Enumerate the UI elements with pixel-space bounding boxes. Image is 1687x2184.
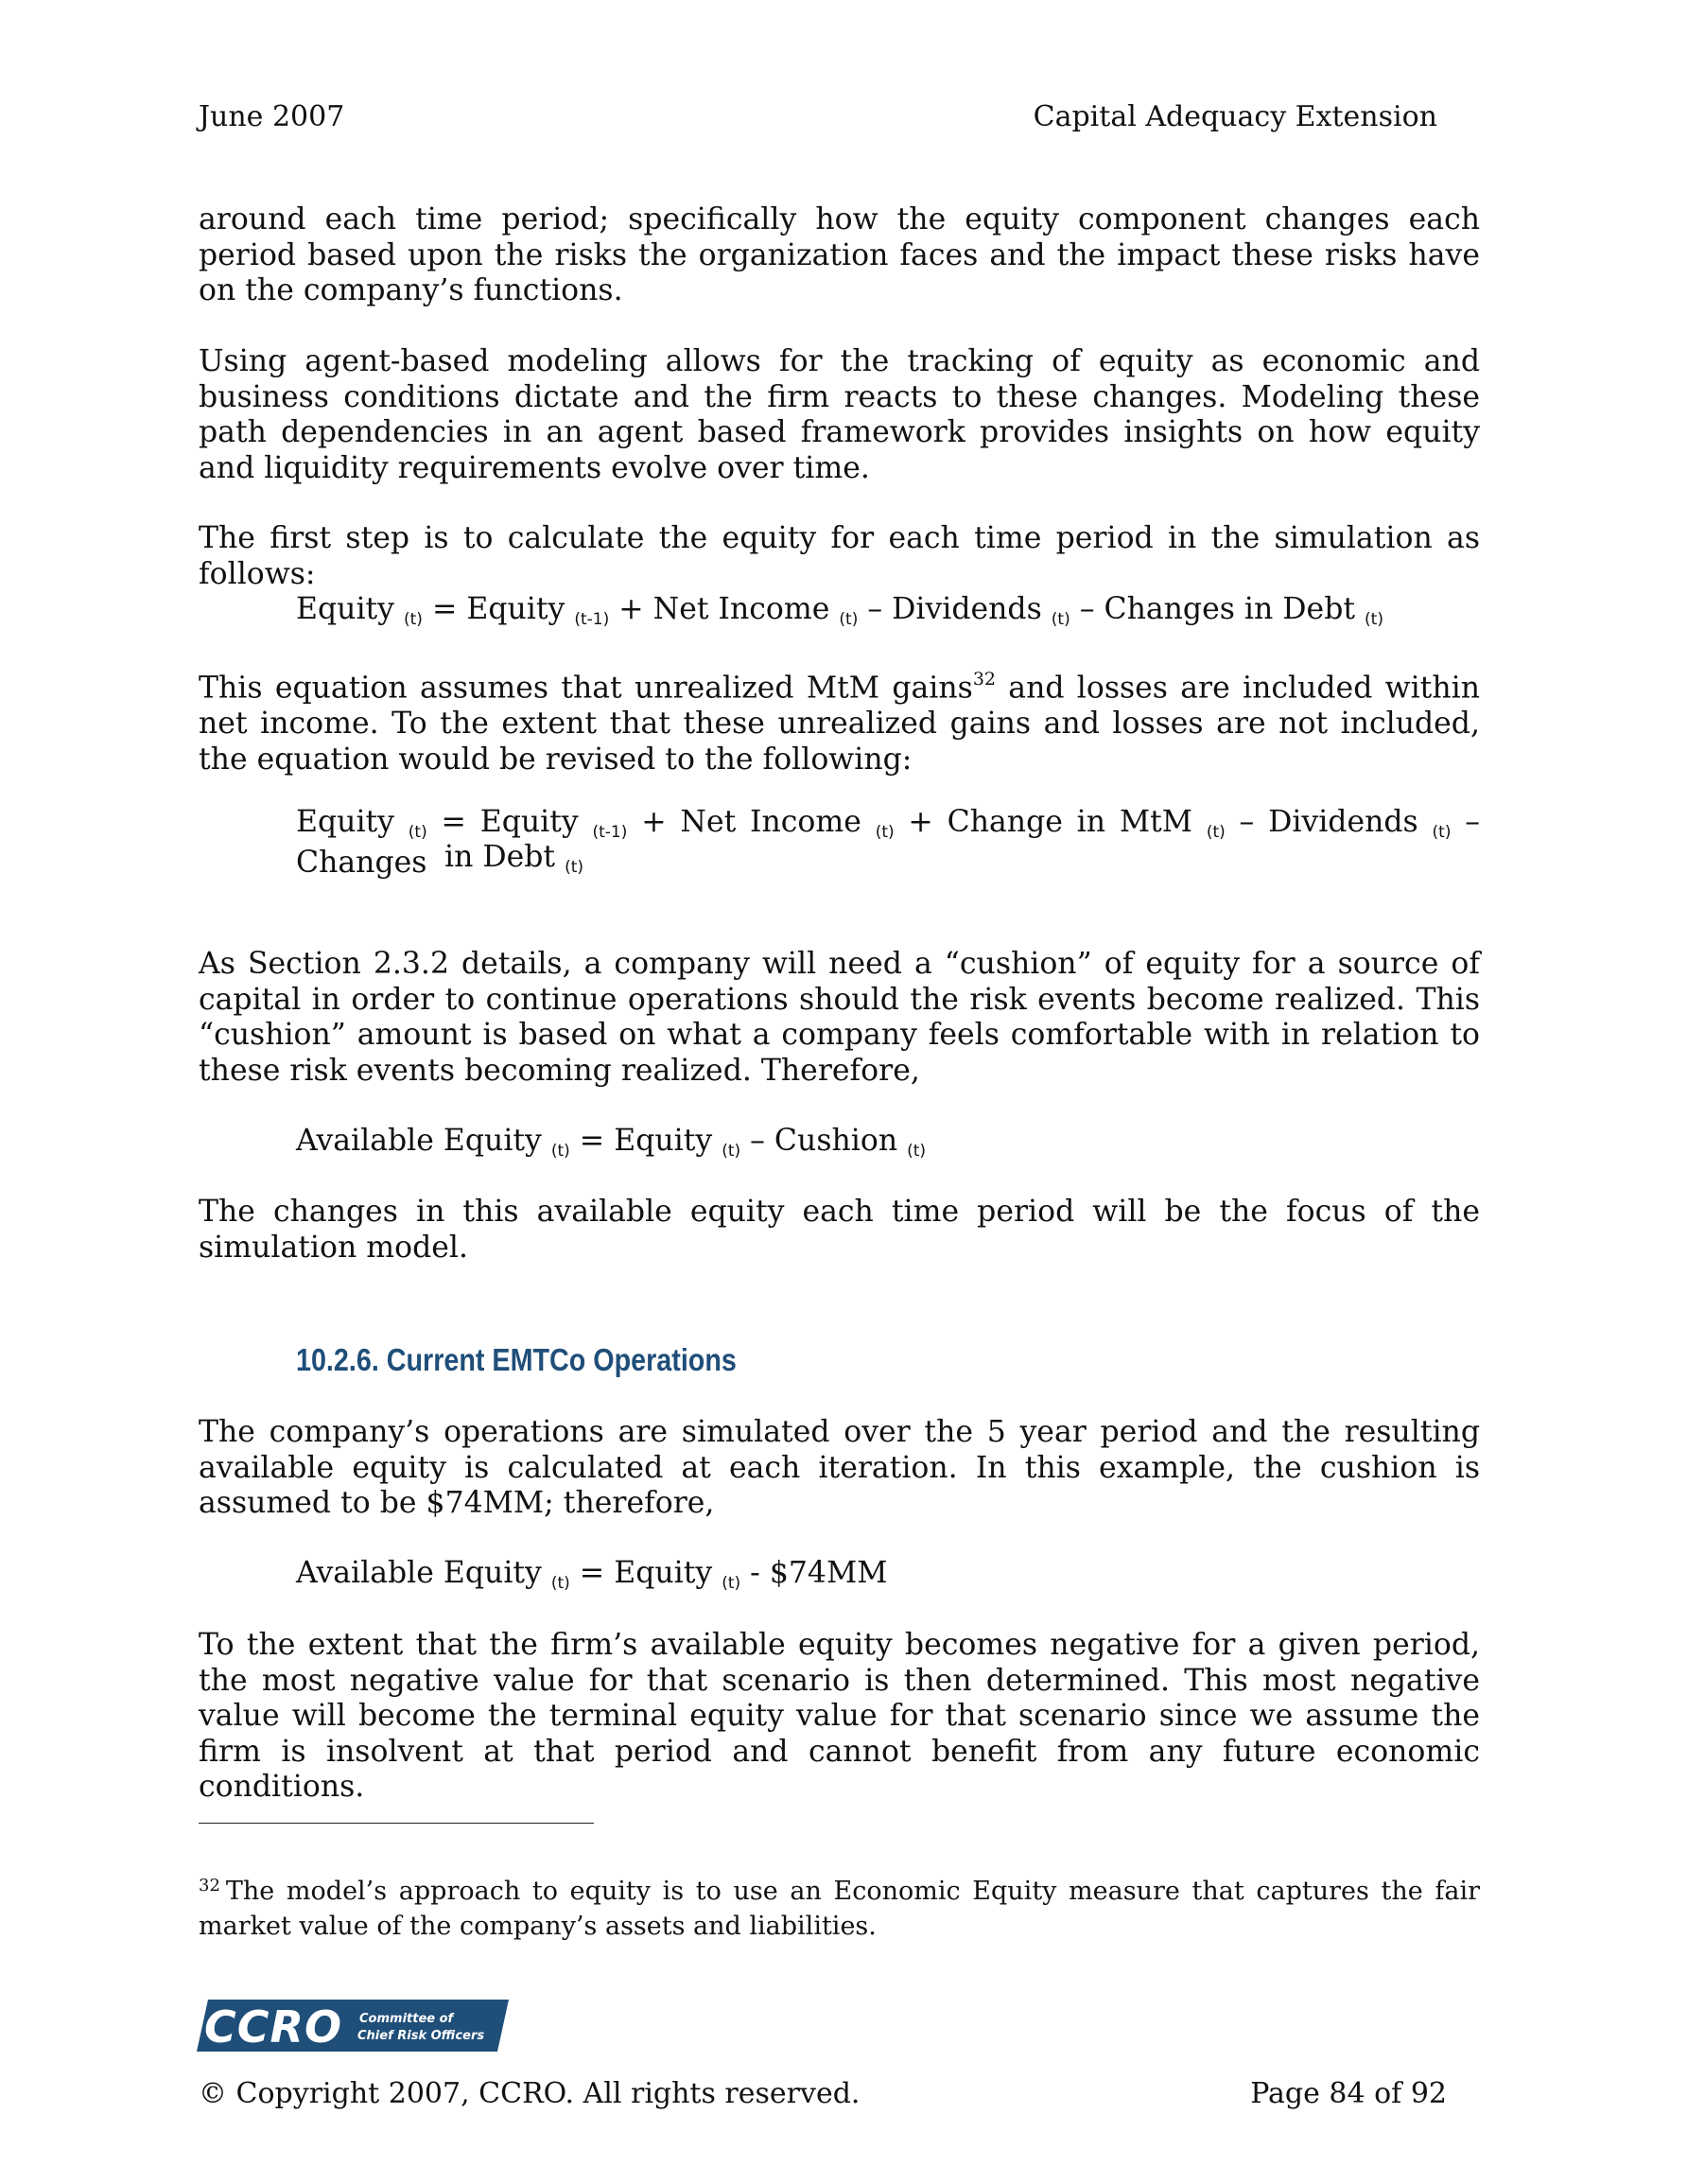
- equation-available-equity-74mm: Available Equity (t) = Equity (t) - $74MM: [296, 1556, 888, 1593]
- paragraph-8: To the extent that the firm’s available equity becomes negative for a given period, the most negative value for that scenario is then determined. This most negative value will become the terminal equity value for that scenario since we assume the firm is insolvent at that period and cannot benefit from any future economic conditions.: [199, 1628, 1480, 1804]
- paragraph-4: This equation assumes that unrealized MtM gains$^{32}$ and losses are included within net income. To the extent that these unrealized gains and losses are not included, the equation would be revised to the following:: [199, 669, 1480, 777]
- svg-text:CCRO: CCRO: [204, 2001, 343, 2052]
- paragraph-5: As Section 2.3.2 details, a company will need a “cushion” of equity for a source of capital in order to continue operations should the risk events become realized. This “cushion” amount is based on what a company feels comfortable with in relation to these risk events becoming realized. Therefore,: [199, 947, 1480, 1088]
- footer-page-number: Page 84 of 92: [1250, 2077, 1447, 2110]
- header-date: June 2007: [199, 100, 345, 133]
- paragraph-3: The first step is to calculate the equity for each time period in the simulation as follows:: [199, 521, 1480, 591]
- header-title: Capital Adequacy Extension: [1033, 100, 1437, 133]
- svg-text:Committee of: Committee of: [359, 2012, 454, 2026]
- footnote-reference: 32: [972, 669, 996, 690]
- ccro-logo: [197, 2000, 509, 2052]
- equation-equity: Equity (t) = Equity (t-1) + Net Income (t) – Dividends (t) – Changes in Debt (t): [296, 592, 1383, 629]
- equation-equity-mtm-continued: in Debt (t): [444, 840, 584, 877]
- paragraph-6: The changes in this available equity each time period will be the focus of the simulation model.: [199, 1195, 1480, 1265]
- footnote-number: 32: [199, 1876, 220, 1896]
- paragraph-1: around each time period; specifically how the equity component changes each period based upon the risks the organization faces and the impact these risks have on the company’s functions.: [199, 202, 1480, 307]
- equation-available-equity: Available Equity (t) = Equity (t) – Cushion (t): [296, 1124, 927, 1161]
- footnote: $^{32}$ The model’s approach to equity is to use an Economic Equity measure that captures the fair market value of the company’s assets and liabilities.: [199, 1876, 1480, 1941]
- section-heading: 10.2.6. Current EMTCo Operations: [296, 1342, 737, 1377]
- equation-equity-mtm: Equity (t) = Equity (t-1) + Net Income (t) + Change in MtM (t) – Dividends (t) – Changes: [296, 805, 1481, 880]
- paragraph-2: Using agent-based modeling allows for the tracking of equity as economic and business conditions dictate and the firm reacts to these changes. Modeling these path dependencies in an agent based framework provides insights on how equity and liquidity requirements evolve over time.: [199, 344, 1480, 485]
- footnote-divider: [199, 1823, 594, 1824]
- paragraph-7: The company’s operations are simulated over the 5 year period and the resulting available equity is calculated at each iteration. In this example, the cushion is assumed to be $74MM; therefore,: [199, 1415, 1480, 1520]
- svg-text:Chief Risk Officers: Chief Risk Officers: [357, 2029, 485, 2043]
- footer-copyright: © Copyright 2007, CCRO. All rights reserved.: [199, 2077, 861, 2110]
